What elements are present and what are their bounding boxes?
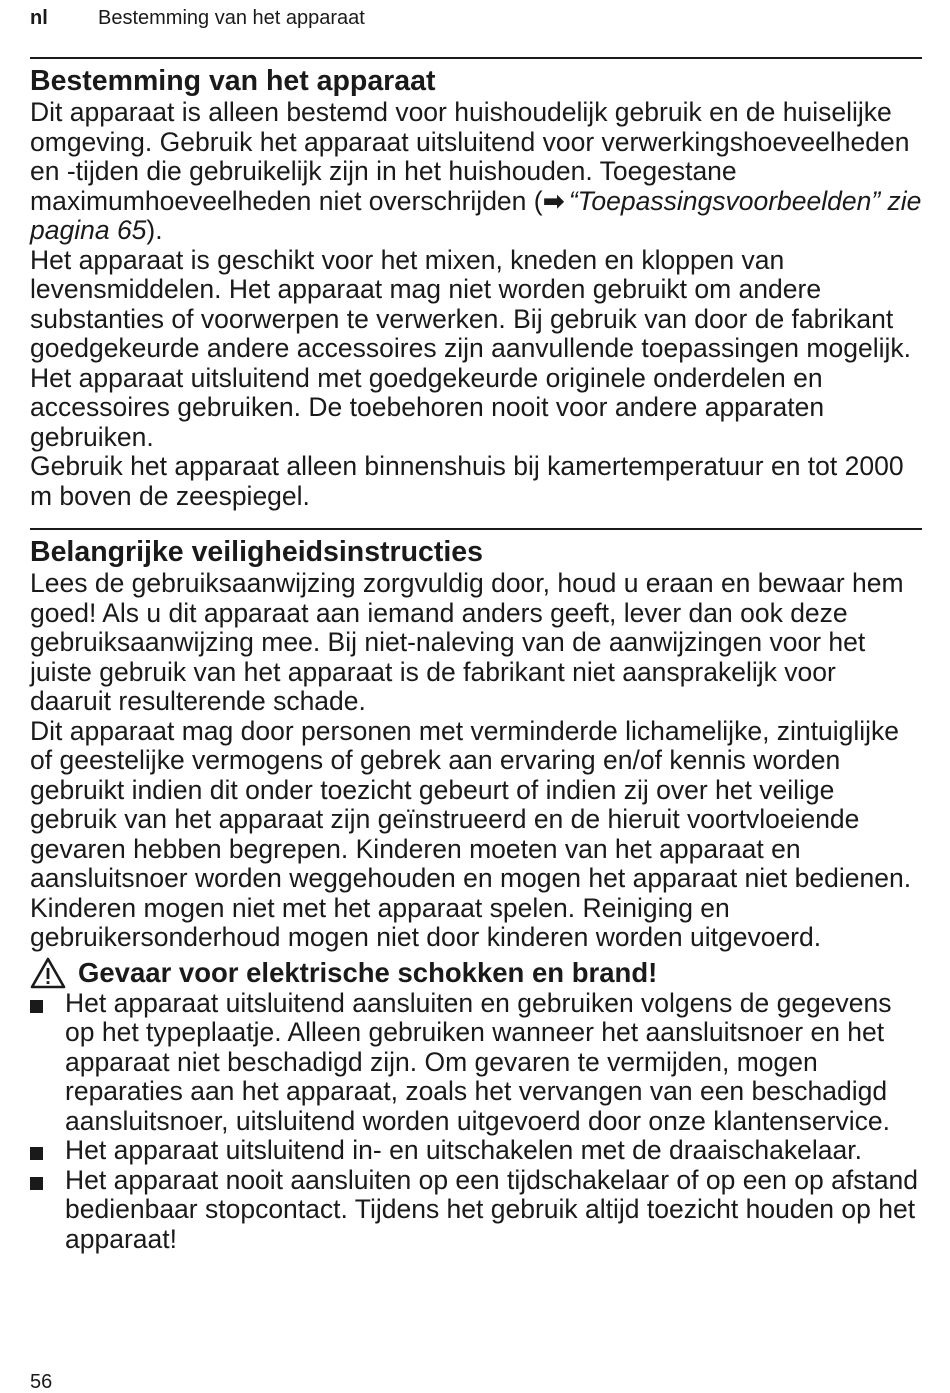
bullet-square-icon xyxy=(30,1147,43,1160)
intended-use-text: Dit apparaat is alleen bestemd voor huishoudelijk gebruik en de huiselijke omgeving. Gebruik het apparaat uitsluitend voor verwerkingshoeveelheden en -tijden die gebruikelijk zijn in het huishouden. Toegestane maximumhoeveelheden niet overschrijden ( xyxy=(30,97,910,216)
list-item xyxy=(30,1166,922,1255)
list-item xyxy=(30,989,922,1137)
intended-use-paragraph-2: Het apparaat is geschikt voor het mixen, kneden en kloppen van levensmiddelen. Het apparaat mag niet worden gebruikt om andere substanties of voorwerpen te verwerken. Bij gebruik van door de fabrikant goedgekeurde andere accessoires zijn aanvullende toepassingen mogelijk. Het apparaat uitsluitend met goedgekeurde originele onderdelen en accessoires gebruiken. De toebehoren nooit voor andere apparaten gebruiken. xyxy=(30,244,911,452)
warning-triangle-icon xyxy=(30,957,66,989)
page-content xyxy=(30,57,922,1254)
page-number: 56 xyxy=(30,1371,53,1393)
intended-use-text-end: ). xyxy=(146,215,163,245)
section-divider xyxy=(30,57,922,59)
section-safety-instructions xyxy=(30,528,922,1254)
intended-use-paragraph-3: Gebruik het apparaat alleen binnenshuis bij kamertemperatuur en tot 2000 m boven de zeespiegel. xyxy=(30,451,904,511)
safety-paragraph-2: Dit apparaat mag door personen met verminderde lichamelijke, zintuiglijke of geestelijke vermogens of gebrek aan ervaring en/of kennis worden gebruikt indien dit onder toezicht gebeurt of indien zij over het veilige gebruik van het apparaat zijn geïnstrueerd en de hieruit voortvloeiende gevaren hebben begrepen. Kinderen moeten van het apparaat en aansluitsnoer worden weggehouden en mogen het apparaat niet bedienen. Kinderen mogen niet met het apparaat spelen. Reiniging en gebruikersonderhoud mogen niet door kinderen worden uitgevoerd. xyxy=(30,715,912,952)
cross-reference-link[interactable]: “Toepassingsvoorbeelden” zie pagina 65 xyxy=(30,185,922,245)
list-item-text: Het apparaat uitsluitend aansluiten en gebruiken volgens de gegevens op het typeplaatje. Alleen gebruiken wanneer het aansluitsnoer en het apparaat niet beschadigd zijn. Om gevaren te vermijden, mogen reparaties aan het apparaat, zoals het vervangen van een beschadigd aansluitsnoer, uitsluitend worden uitgevoerd door onze klantenservice. xyxy=(65,987,892,1136)
section-divider xyxy=(30,528,922,530)
list-item xyxy=(30,1136,922,1166)
section-title-safety: Belangrijke veiligheidsinstructies xyxy=(30,536,483,568)
warning-heading xyxy=(30,957,922,989)
section-intended-use xyxy=(30,57,922,511)
arrow-right-icon: ➡ xyxy=(542,185,565,216)
list-item-text: Het apparaat uitsluitend in- en uitschakelen met de draaischakelaar. xyxy=(65,1135,862,1165)
running-header-title: Bestemming van het apparaat xyxy=(98,7,365,29)
bullet-square-icon xyxy=(30,1000,43,1013)
bullet-square-icon xyxy=(30,1177,43,1190)
section-title-intended-use: Bestemming van het apparaat xyxy=(30,65,436,97)
running-header xyxy=(30,6,920,30)
safety-paragraph-1: Lees de gebruiksaanwijzing zorgvuldig door, houd u eraan en bewaar hem goed! Als u dit apparaat aan iemand anders geeft, lever dan ook deze gebruiksaanwijzing mee. Bij niet-naleving van de aanwijzingen voor het juiste gebruik van het apparaat is de fabrikant niet aansprakelijk voor daaruit resulterende schade. xyxy=(30,568,904,716)
list-item-text: Het apparaat nooit aansluiten op een tijdschakelaar of op een op afstand bedienbaar stopcontact. Tijdens het gebruik altijd toezicht houden op het apparaat! xyxy=(65,1164,919,1254)
language-code: nl xyxy=(30,7,48,29)
intended-use-paragraph-1 xyxy=(30,98,922,246)
warning-text: Gevaar voor elektrische schokken en brand! xyxy=(78,956,658,988)
safety-bullet-list xyxy=(30,989,922,1255)
